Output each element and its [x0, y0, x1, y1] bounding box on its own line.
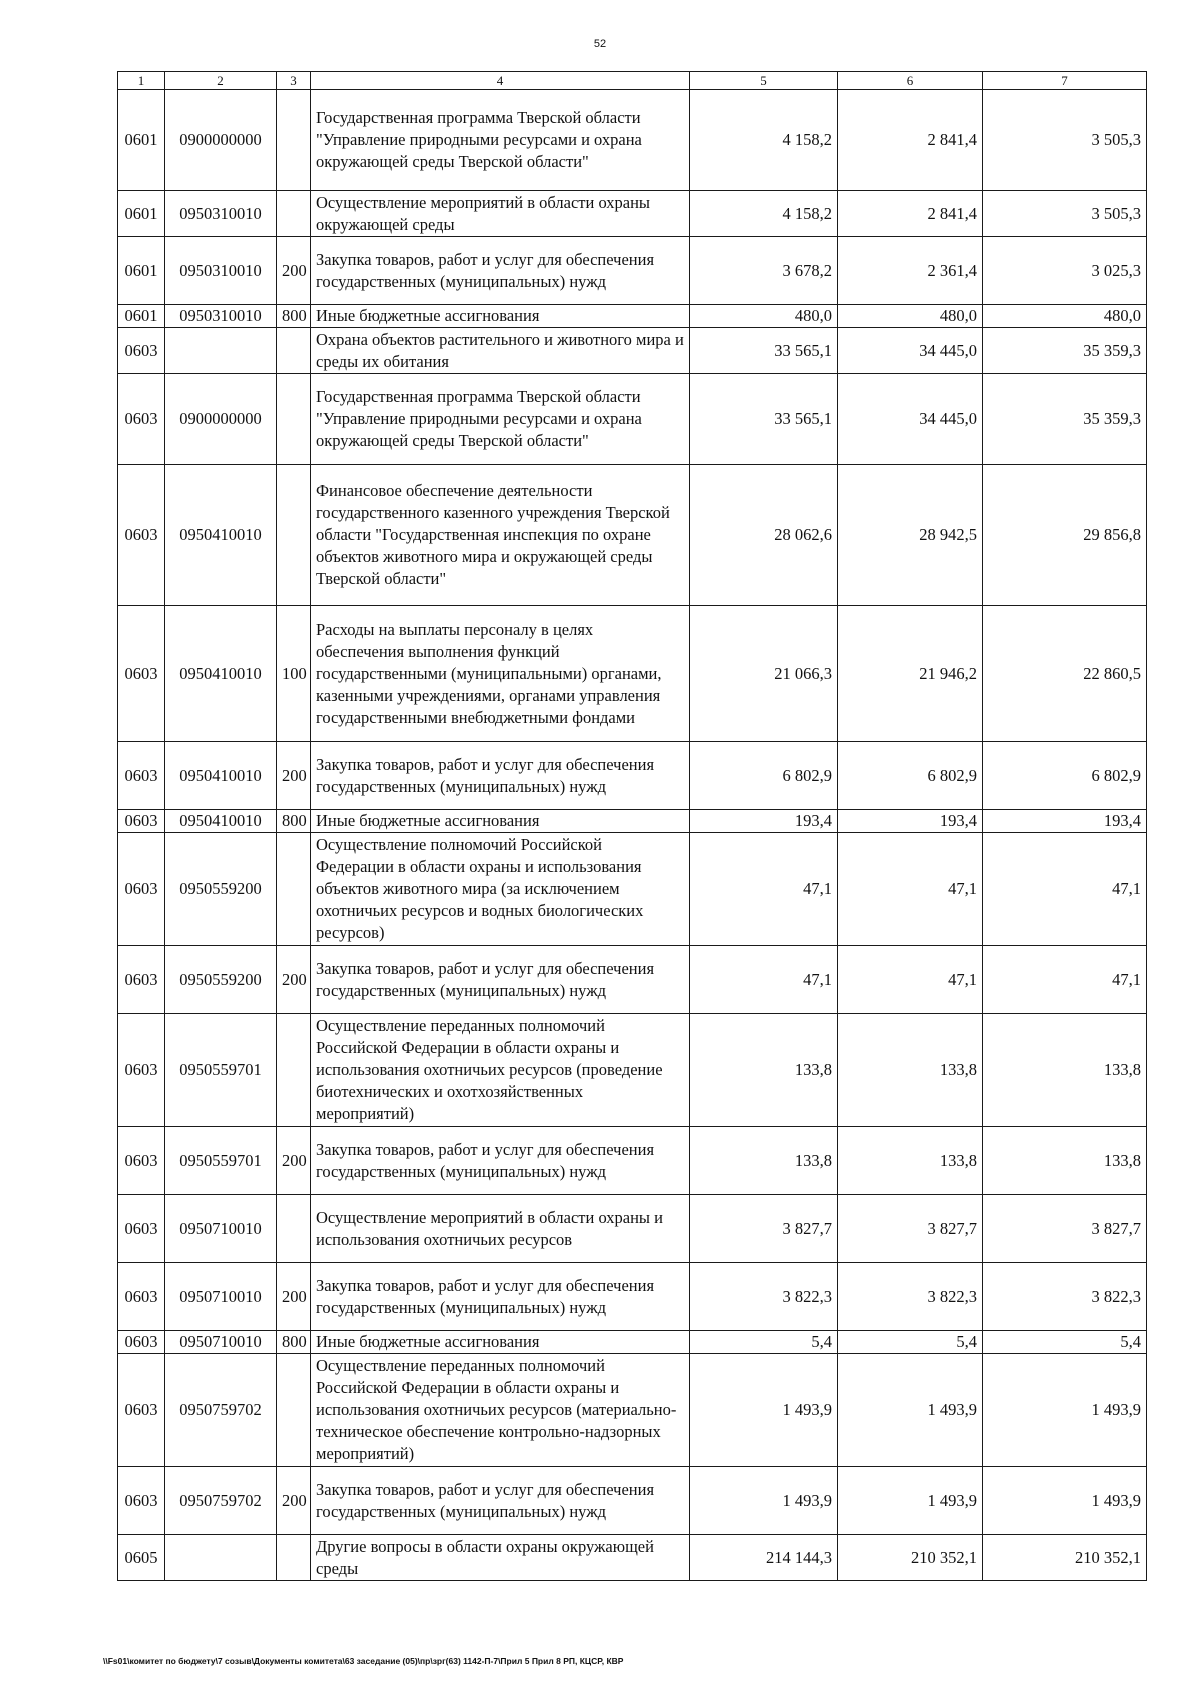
section-code: 0603	[118, 1467, 165, 1535]
expense-type-code	[277, 328, 311, 374]
table-row	[118, 90, 1147, 191]
table-row	[118, 305, 1147, 328]
value-col-7: 1 493,9	[983, 1354, 1147, 1467]
row-description: Закупка товаров, работ и услуг для обеспечения государственных (муниципальных) нужд	[311, 1467, 690, 1535]
row-description: Государственная программа Тверской области "Управление природными ресурсами и охрана окружающей среды Тверской области"	[311, 90, 690, 191]
section-code: 0605	[118, 1535, 165, 1581]
budget-table	[117, 71, 1147, 1581]
table-row	[118, 742, 1147, 810]
section-code: 0603	[118, 1195, 165, 1263]
value-col-5: 133,8	[690, 1127, 838, 1195]
row-description: Расходы на выплаты персоналу в целях обеспечения выполнения функций государственными (муниципальными) органами, казенными учреждениями, органами управления государственными внебюджетными фондами	[311, 606, 690, 742]
value-col-5: 33 565,1	[690, 328, 838, 374]
footer-file-path: \\Fs01\комитет по бюджету\7 созыв\Документы комитета\63 заседание (05)\пр\зрг(63) 1142-П-7\Прил 5 Прил 8 РП, КЦСР, КВР	[103, 1656, 624, 1666]
expense-type-code: 200	[277, 1467, 311, 1535]
row-description: Финансовое обеспечение деятельности государственного казенного учреждения Тверской области "Государственная инспекция по охране объектов животного мира и окружающей среды Тверской области"	[311, 465, 690, 606]
value-col-7: 3 505,3	[983, 191, 1147, 237]
value-col-5: 1 493,9	[690, 1354, 838, 1467]
value-col-7: 133,8	[983, 1127, 1147, 1195]
row-description: Закупка товаров, работ и услуг для обеспечения государственных (муниципальных) нужд	[311, 742, 690, 810]
expense-type-code	[277, 191, 311, 237]
section-code: 0603	[118, 606, 165, 742]
value-col-5: 480,0	[690, 305, 838, 328]
expense-type-code	[277, 1195, 311, 1263]
expense-type-code: 200	[277, 1127, 311, 1195]
section-code: 0603	[118, 328, 165, 374]
value-col-6: 28 942,5	[838, 465, 983, 606]
target-article-code: 0950559701	[165, 1014, 277, 1127]
header-row	[118, 72, 1147, 90]
section-code: 0603	[118, 742, 165, 810]
value-col-6: 480,0	[838, 305, 983, 328]
section-code: 0603	[118, 833, 165, 946]
value-col-6: 3 827,7	[838, 1195, 983, 1263]
header-cell: 5	[690, 72, 838, 90]
value-col-6: 47,1	[838, 833, 983, 946]
expense-type-code: 200	[277, 946, 311, 1014]
table-row	[118, 237, 1147, 305]
row-description: Иные бюджетные ассигнования	[311, 1331, 690, 1354]
expense-type-code: 800	[277, 810, 311, 833]
value-col-5: 47,1	[690, 946, 838, 1014]
row-description: Государственная программа Тверской области "Управление природными ресурсами и охрана окружающей среды Тверской области"	[311, 374, 690, 465]
section-code: 0601	[118, 191, 165, 237]
section-code: 0603	[118, 946, 165, 1014]
value-col-5: 6 802,9	[690, 742, 838, 810]
row-description: Осуществление мероприятий в области охраны и использования охотничьих ресурсов	[311, 1195, 690, 1263]
value-col-7: 210 352,1	[983, 1535, 1147, 1581]
value-col-7: 47,1	[983, 946, 1147, 1014]
value-col-7: 3 822,3	[983, 1263, 1147, 1331]
header-cell: 4	[311, 72, 690, 90]
value-col-6: 210 352,1	[838, 1535, 983, 1581]
section-code: 0601	[118, 237, 165, 305]
table-row	[118, 1127, 1147, 1195]
section-code: 0603	[118, 1127, 165, 1195]
section-code: 0603	[118, 1354, 165, 1467]
table-row	[118, 946, 1147, 1014]
value-col-6: 2 841,4	[838, 90, 983, 191]
value-col-5: 47,1	[690, 833, 838, 946]
value-col-7: 3 025,3	[983, 237, 1147, 305]
target-article-code: 0950310010	[165, 191, 277, 237]
value-col-5: 33 565,1	[690, 374, 838, 465]
target-article-code: 0950310010	[165, 305, 277, 328]
target-article-code: 0950410010	[165, 465, 277, 606]
expense-type-code: 800	[277, 305, 311, 328]
value-col-7: 3 505,3	[983, 90, 1147, 191]
section-code: 0603	[118, 810, 165, 833]
row-description: Закупка товаров, работ и услуг для обеспечения государственных (муниципальных) нужд	[311, 237, 690, 305]
value-col-5: 1 493,9	[690, 1467, 838, 1535]
table-row	[118, 328, 1147, 374]
value-col-5: 133,8	[690, 1014, 838, 1127]
target-article-code: 0950559200	[165, 833, 277, 946]
header-cell: 6	[838, 72, 983, 90]
section-code: 0603	[118, 1263, 165, 1331]
value-col-7: 47,1	[983, 833, 1147, 946]
row-description: Закупка товаров, работ и услуг для обеспечения государственных (муниципальных) нужд	[311, 1263, 690, 1331]
value-col-5: 4 158,2	[690, 90, 838, 191]
table-row	[118, 833, 1147, 946]
target-article-code: 0950759702	[165, 1354, 277, 1467]
value-col-5: 193,4	[690, 810, 838, 833]
value-col-5: 3 827,7	[690, 1195, 838, 1263]
value-col-5: 21 066,3	[690, 606, 838, 742]
section-code: 0603	[118, 1014, 165, 1127]
row-description: Закупка товаров, работ и услуг для обеспечения государственных (муниципальных) нужд	[311, 1127, 690, 1195]
value-col-6: 34 445,0	[838, 374, 983, 465]
target-article-code: 0950310010	[165, 237, 277, 305]
expense-type-code	[277, 1014, 311, 1127]
target-article-code	[165, 328, 277, 374]
value-col-7: 29 856,8	[983, 465, 1147, 606]
section-code: 0601	[118, 305, 165, 328]
table-row	[118, 810, 1147, 833]
row-description: Осуществление переданных полномочий Российской Федерации в области охраны и использования охотничьих ресурсов (материально-техническое обеспечение контрольно-надзорных мероприятий)	[311, 1354, 690, 1467]
expense-type-code	[277, 374, 311, 465]
header-cell: 2	[165, 72, 277, 90]
value-col-7: 5,4	[983, 1331, 1147, 1354]
value-col-6: 1 493,9	[838, 1354, 983, 1467]
section-code: 0603	[118, 465, 165, 606]
table-row	[118, 606, 1147, 742]
value-col-7: 35 359,3	[983, 374, 1147, 465]
table-row	[118, 1535, 1147, 1581]
target-article-code: 0950710010	[165, 1263, 277, 1331]
value-col-7: 193,4	[983, 810, 1147, 833]
target-article-code: 0950410010	[165, 606, 277, 742]
target-article-code: 0900000000	[165, 90, 277, 191]
section-code: 0601	[118, 90, 165, 191]
value-col-6: 34 445,0	[838, 328, 983, 374]
value-col-7: 1 493,9	[983, 1467, 1147, 1535]
header-cell: 1	[118, 72, 165, 90]
value-col-6: 1 493,9	[838, 1467, 983, 1535]
target-article-code: 0900000000	[165, 374, 277, 465]
value-col-7: 133,8	[983, 1014, 1147, 1127]
table-row	[118, 191, 1147, 237]
table-row	[118, 1263, 1147, 1331]
target-article-code: 0950759702	[165, 1467, 277, 1535]
expense-type-code: 200	[277, 742, 311, 810]
value-col-6: 47,1	[838, 946, 983, 1014]
row-description: Осуществление мероприятий в области охраны окружающей среды	[311, 191, 690, 237]
expense-type-code: 200	[277, 1263, 311, 1331]
value-col-5: 5,4	[690, 1331, 838, 1354]
value-col-6: 21 946,2	[838, 606, 983, 742]
value-col-6: 6 802,9	[838, 742, 983, 810]
row-description: Иные бюджетные ассигнования	[311, 305, 690, 328]
table-row	[118, 1467, 1147, 1535]
value-col-6: 133,8	[838, 1127, 983, 1195]
header-cell: 3	[277, 72, 311, 90]
expense-type-code: 800	[277, 1331, 311, 1354]
section-code: 0603	[118, 374, 165, 465]
table-row	[118, 1014, 1147, 1127]
value-col-6: 3 822,3	[838, 1263, 983, 1331]
value-col-5: 3 822,3	[690, 1263, 838, 1331]
value-col-7: 6 802,9	[983, 742, 1147, 810]
target-article-code: 0950710010	[165, 1331, 277, 1354]
value-col-6: 5,4	[838, 1331, 983, 1354]
value-col-7: 22 860,5	[983, 606, 1147, 742]
value-col-6: 2 361,4	[838, 237, 983, 305]
value-col-7: 480,0	[983, 305, 1147, 328]
target-article-code	[165, 1535, 277, 1581]
expense-type-code	[277, 465, 311, 606]
table-row	[118, 1354, 1147, 1467]
row-description: Закупка товаров, работ и услуг для обеспечения государственных (муниципальных) нужд	[311, 946, 690, 1014]
value-col-5: 3 678,2	[690, 237, 838, 305]
expense-type-code	[277, 833, 311, 946]
target-article-code: 0950559701	[165, 1127, 277, 1195]
target-article-code: 0950559200	[165, 946, 277, 1014]
table-row	[118, 1331, 1147, 1354]
table-row	[118, 1195, 1147, 1263]
value-col-5: 28 062,6	[690, 465, 838, 606]
row-description: Осуществление переданных полномочий Российской Федерации в области охраны и использования охотничьих ресурсов (проведение биотехнических и охотхозяйственных мероприятий)	[311, 1014, 690, 1127]
expense-type-code: 200	[277, 237, 311, 305]
target-article-code: 0950410010	[165, 810, 277, 833]
row-description: Иные бюджетные ассигнования	[311, 810, 690, 833]
value-col-6: 2 841,4	[838, 191, 983, 237]
section-code: 0603	[118, 1331, 165, 1354]
page-number: 52	[593, 38, 607, 50]
expense-type-code	[277, 1354, 311, 1467]
value-col-6: 193,4	[838, 810, 983, 833]
value-col-5: 4 158,2	[690, 191, 838, 237]
header-cell: 7	[983, 72, 1147, 90]
value-col-7: 35 359,3	[983, 328, 1147, 374]
table-row	[118, 465, 1147, 606]
expense-type-code	[277, 90, 311, 191]
expense-type-code	[277, 1535, 311, 1581]
row-description: Другие вопросы в области охраны окружающей среды	[311, 1535, 690, 1581]
value-col-6: 133,8	[838, 1014, 983, 1127]
target-article-code: 0950410010	[165, 742, 277, 810]
row-description: Осуществление полномочий Российской Федерации в области охраны и использования объектов животного мира (за исключением охотничьих ресурсов и водных биологических ресурсов)	[311, 833, 690, 946]
value-col-5: 214 144,3	[690, 1535, 838, 1581]
table-row	[118, 374, 1147, 465]
value-col-7: 3 827,7	[983, 1195, 1147, 1263]
row-description: Охрана объектов растительного и животного мира и среды их обитания	[311, 328, 690, 374]
expense-type-code: 100	[277, 606, 311, 742]
target-article-code: 0950710010	[165, 1195, 277, 1263]
